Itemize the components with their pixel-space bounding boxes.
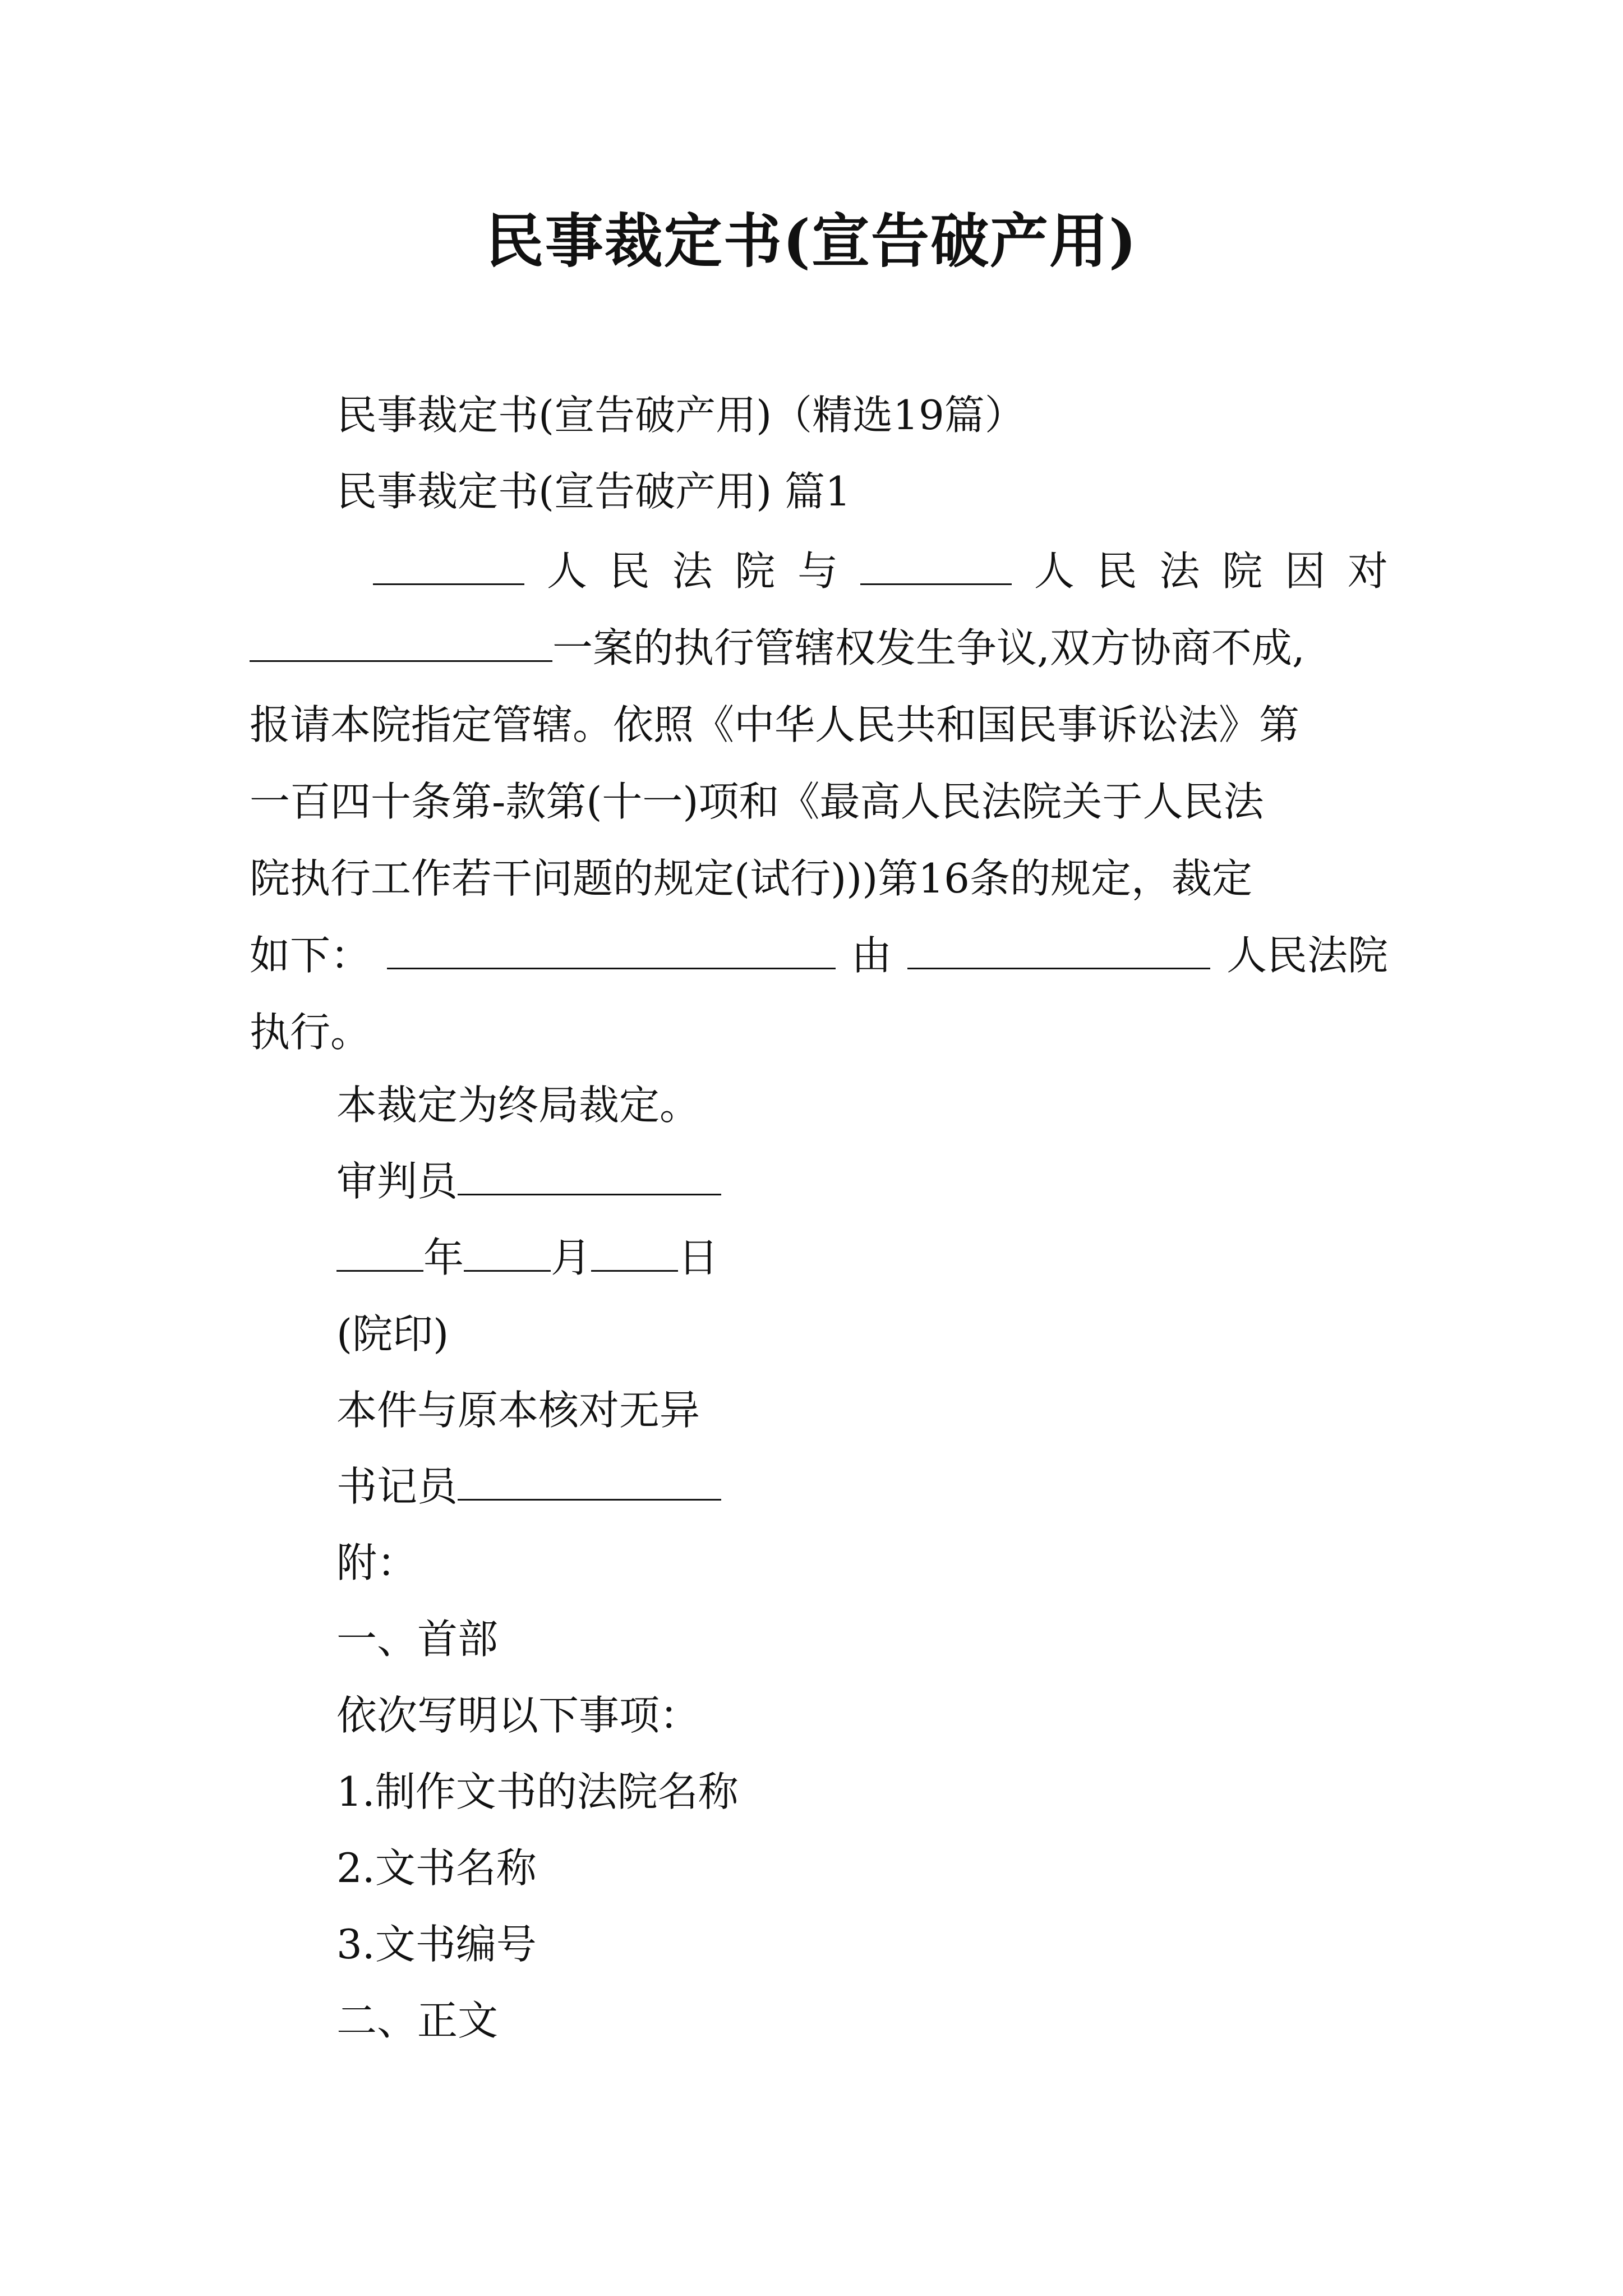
clerk-label: 书记员 bbox=[336, 1463, 458, 1510]
paragraph-text: 一案的执行管辖权发生争议,双方协商不成, bbox=[552, 624, 1305, 671]
document-title: 民事裁定书(宣告破产用) bbox=[485, 206, 1138, 275]
clerk-signature-line bbox=[336, 1458, 721, 1515]
text-char: 院 bbox=[1222, 547, 1263, 595]
list-item: 1.制作文书的法院名称 bbox=[336, 1768, 739, 1815]
paragraph-line-6 bbox=[250, 917, 1388, 994]
fill-blank bbox=[387, 927, 836, 969]
text-char: 人 bbox=[1034, 547, 1075, 595]
paragraph-text: 由 bbox=[851, 932, 892, 979]
paragraph-line-4 bbox=[250, 763, 1388, 840]
text-char: 与 bbox=[797, 547, 838, 595]
fill-blank bbox=[464, 1231, 551, 1272]
text-char: 民 bbox=[609, 547, 650, 595]
text-char: 人 bbox=[546, 547, 587, 595]
paragraph-text: 如下： bbox=[250, 932, 371, 979]
text-char: 法 bbox=[672, 547, 713, 595]
paragraph-line-5 bbox=[250, 840, 1388, 917]
text-char: 因 bbox=[1285, 547, 1326, 595]
year-label: 年 bbox=[423, 1234, 464, 1281]
fill-blank bbox=[860, 543, 1012, 585]
paragraph-text: 人民法院 bbox=[1226, 932, 1388, 979]
judge-label: 审判员 bbox=[336, 1158, 458, 1205]
text-char: 民 bbox=[1096, 547, 1137, 595]
fill-blank bbox=[336, 1231, 423, 1272]
list-item: 3.文书编号 bbox=[336, 1921, 537, 1968]
paragraph-text: 报请本院指定管辖。依照《中华人民共和国民事诉讼法》第 bbox=[250, 701, 1300, 748]
text-char: 对 bbox=[1347, 547, 1388, 595]
paragraph-line-2 bbox=[250, 610, 1388, 687]
paragraph-line-3 bbox=[250, 687, 1388, 763]
section-heading: 民事裁定书(宣告破产用) 篇1 bbox=[336, 468, 851, 515]
paragraph-text: 一百四十条第-款第(十一)项和《最高人民法院关于人民法 bbox=[250, 778, 1264, 825]
date-line bbox=[336, 1230, 718, 1286]
fill-blank bbox=[458, 1154, 721, 1195]
appendix-label: 附： bbox=[336, 1539, 418, 1586]
document-subtitle: 民事裁定书(宣告破产用)（精选19篇） bbox=[336, 392, 1025, 439]
month-label: 月 bbox=[551, 1234, 592, 1281]
court-seal-text: (院印) bbox=[336, 1310, 449, 1358]
paragraph-text: 执行。 bbox=[250, 1009, 371, 1056]
fill-blank bbox=[458, 1460, 721, 1501]
section-one-heading: 一、首部 bbox=[336, 1616, 499, 1663]
paragraph-line-1 bbox=[250, 533, 1388, 610]
fill-blank bbox=[591, 1231, 678, 1272]
paragraph-line-7 bbox=[250, 994, 1388, 1071]
fill-blank bbox=[907, 927, 1210, 969]
text-char: 院 bbox=[735, 547, 776, 595]
fill-blank bbox=[250, 620, 552, 662]
ruling-paragraph bbox=[250, 533, 1388, 1071]
text-char: 法 bbox=[1159, 547, 1200, 595]
judge-signature-line bbox=[336, 1153, 721, 1209]
verification-text: 本件与原本核对无异 bbox=[336, 1387, 700, 1434]
final-ruling-text: 本裁定为终局裁定。 bbox=[336, 1082, 700, 1129]
items-intro: 依次写明以下事项： bbox=[336, 1692, 700, 1739]
list-item: 2.文书名称 bbox=[336, 1844, 537, 1892]
day-label: 日 bbox=[678, 1234, 719, 1281]
paragraph-text: 院执行工作若干问题的规定(试行)))第16条的规定，裁定 bbox=[250, 855, 1252, 902]
fill-blank bbox=[373, 543, 524, 585]
section-two-heading: 二、正文 bbox=[336, 1997, 499, 2044]
